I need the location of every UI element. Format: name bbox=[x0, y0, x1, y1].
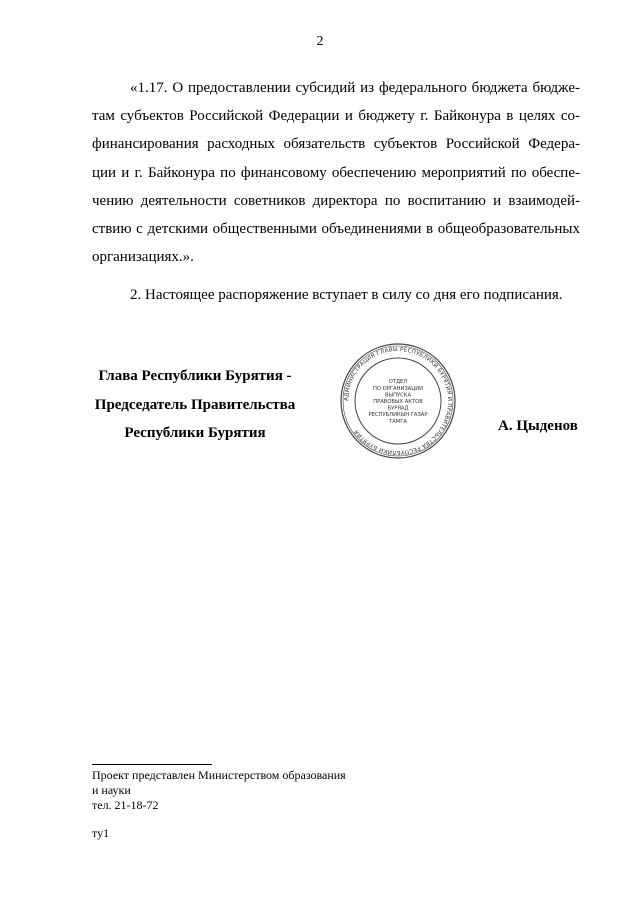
seal-inner-line: ВЫПУСКА bbox=[384, 392, 412, 399]
paragraph-line: ции и г. Байконура по финансовому обеспечению мероприятий по обеспе- bbox=[92, 164, 580, 181]
effective-date-paragraph: 2. Настоящее распоряжение вступает в силу со дня его подписания. bbox=[130, 287, 563, 303]
footnote-line: тел. 21-18-72 bbox=[92, 798, 159, 812]
seal-inner-line: ПРАВОВЫХ АКТОВ bbox=[373, 399, 423, 405]
seal-inner-line: РЕСПУБЛИКЫН ГАЗАР bbox=[368, 412, 428, 419]
seal-inner-text bbox=[369, 379, 428, 425]
seal-inner-line: ТАМГА bbox=[389, 418, 407, 425]
signatory-name: А. Цыденов bbox=[498, 418, 578, 434]
paragraph-line: ствию с детскими общественными объединениями в общеобразовательных bbox=[92, 221, 580, 238]
footnote-line: и науки bbox=[92, 783, 131, 797]
seal-inner-line: ПО ОРГАНИЗАЦИИ bbox=[372, 385, 424, 392]
signatory-title-line: Глава Республики Бурятия - bbox=[98, 368, 292, 384]
signatory-title-line: Республики Бурятия bbox=[124, 425, 266, 441]
paragraph-line: там субъектов Российской Федерации и бюджету г. Байконура в целях со- bbox=[92, 108, 580, 125]
paragraph-line: финансирования расходных обязательств субъектов Российской Федера- bbox=[92, 136, 580, 153]
paragraph-line: «1.17. О предоставлении субсидий из федерального бюджета бюдже- bbox=[130, 80, 580, 96]
signatory-title-line: Председатель Правительства bbox=[94, 396, 296, 413]
official-seal bbox=[339, 342, 457, 460]
paragraph-line: организациях.». bbox=[92, 249, 194, 266]
page-number: 2 bbox=[316, 34, 324, 49]
footnote bbox=[92, 768, 346, 813]
footnote-divider bbox=[92, 764, 212, 765]
document-code: ту1 bbox=[92, 826, 110, 840]
seal-inner-line: БУРЯАД bbox=[387, 405, 409, 412]
footnote-line: Проект представлен Министерством образования bbox=[92, 768, 346, 782]
signatory-title bbox=[90, 362, 300, 448]
amendment-paragraph bbox=[92, 74, 580, 271]
seal-outer-text: АДМИНИСТРАЦИЯ ГЛАВЫ РЕСПУБЛИКИ БУРЯТИЯ И ПРАВИТЕЛЬСТВА РЕСПУБЛИКИ БУРЯТИЯ bbox=[343, 346, 453, 456]
seal-inner-line: ОТДЕЛ bbox=[388, 379, 408, 386]
paragraph-line: чению деятельности советников директора по воспитанию и взаимодей- bbox=[92, 192, 580, 209]
